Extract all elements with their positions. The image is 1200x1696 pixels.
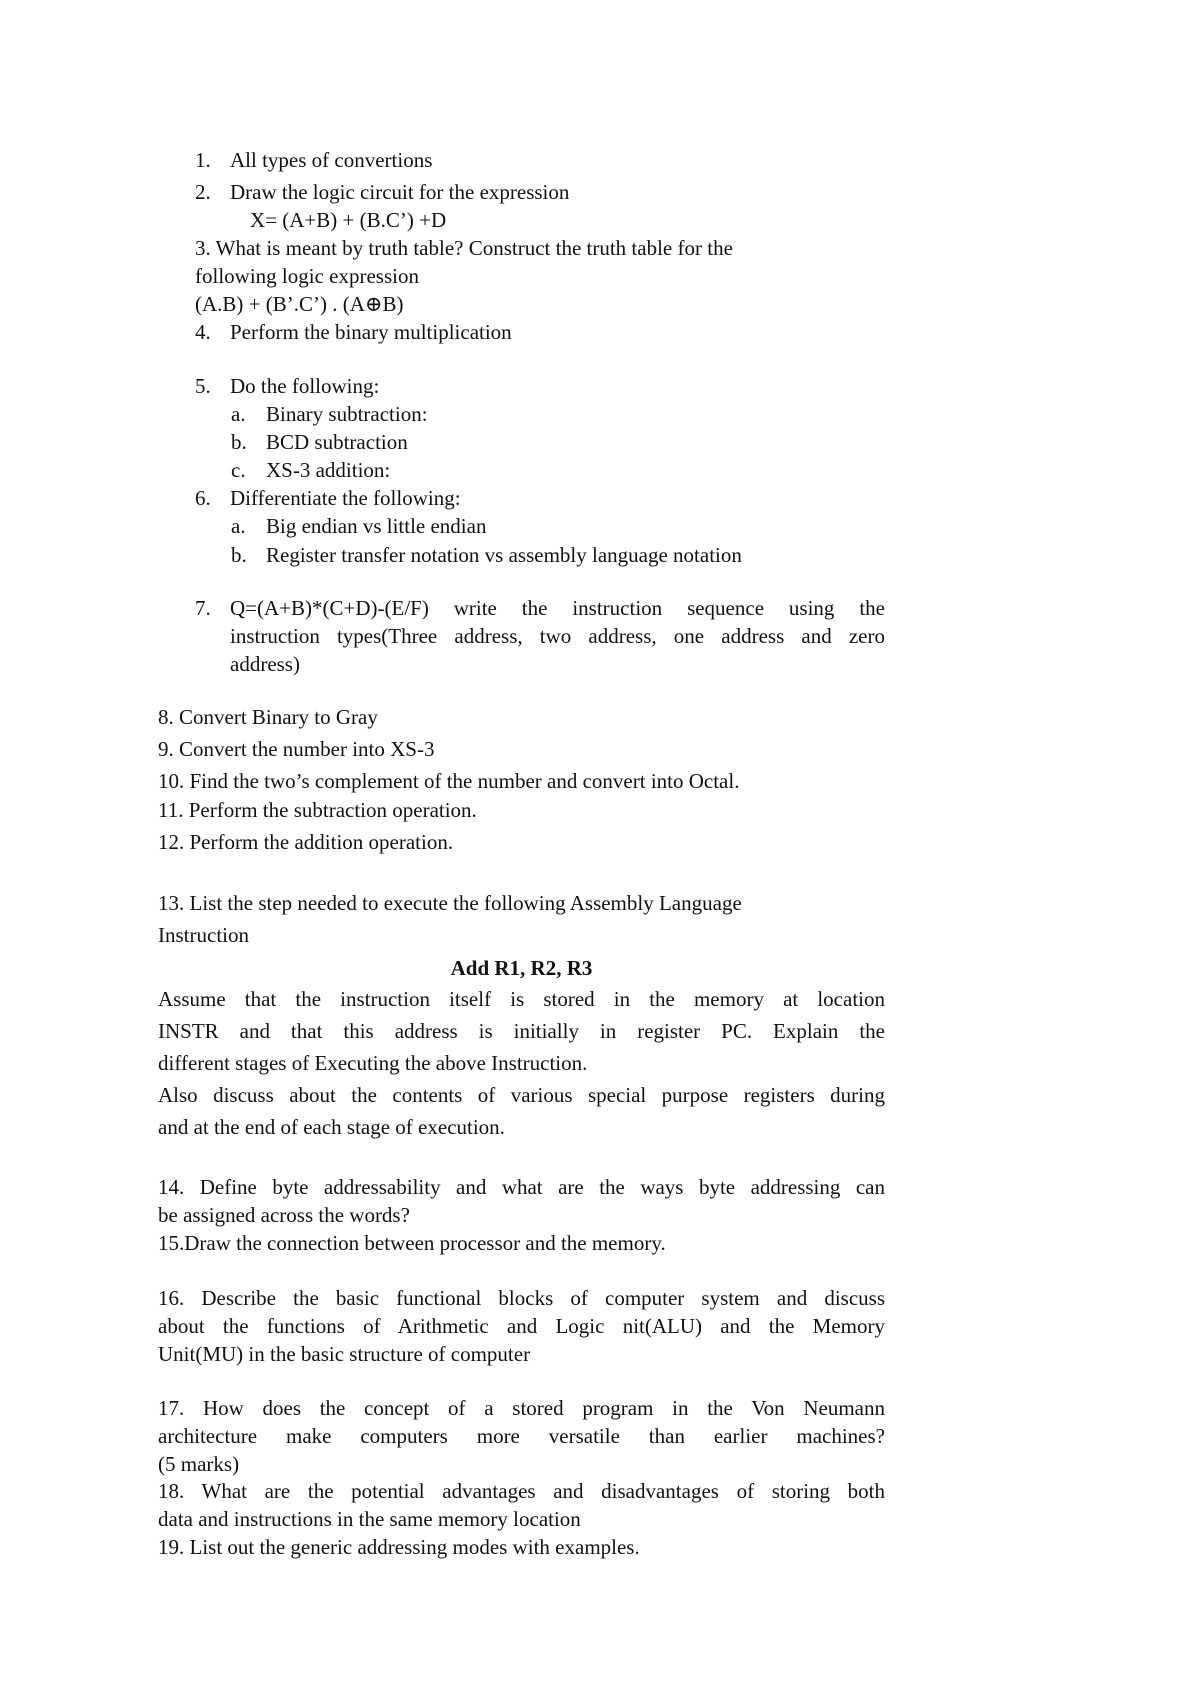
q4-number: 4.: [195, 320, 211, 344]
q15-text: 15.Draw the connection between processor and the memory.: [158, 1231, 666, 1255]
q4-text: Perform the binary multiplication: [230, 320, 512, 344]
q14-line-2: be assigned across the words?: [158, 1203, 410, 1227]
q7-line-1: Q=(A+B)*(C+D)-(E/F) write the instruction sequence using the: [230, 596, 885, 620]
q2-number: 2.: [195, 180, 211, 204]
q17-line-3: (5 marks): [158, 1452, 240, 1476]
q13-line-1: 13. List the step needed to execute the following Assembly Language: [158, 891, 742, 915]
q11-text: 11. Perform the subtraction operation.: [158, 798, 477, 822]
q9-text: 9. Convert the number into XS-3: [158, 737, 435, 761]
q2-text: Draw the logic circuit for the expression: [230, 180, 570, 204]
q16-line-3: Unit(MU) in the basic structure of computer: [158, 1342, 531, 1366]
q6-text: Differentiate the following:: [230, 486, 461, 510]
q5b-text: BCD subtraction: [266, 430, 408, 454]
q6a-letter: a.: [231, 514, 246, 538]
q3-line-1: 3. What is meant by truth table? Construct the truth table for the: [195, 236, 733, 260]
q13-para-line-2: INSTR and that this address is initially in register PC. Explain the: [158, 1019, 885, 1043]
q13-para-line-3: different stages of Executing the above Instruction.: [158, 1051, 588, 1075]
q6b-text: Register transfer notation vs assembly language notation: [266, 543, 742, 567]
q5a-letter: a.: [231, 402, 246, 426]
q1-number: 1.: [195, 148, 211, 172]
q6a-text: Big endian vs little endian: [266, 514, 487, 538]
q2-expression: X= (A+B) + (B.C’) +D: [250, 208, 447, 232]
q18-line-1: 18. What are the potential advantages and disadvantages of storing both: [158, 1479, 885, 1503]
q13-line-2: Instruction: [158, 923, 249, 947]
q8-text: 8. Convert Binary to Gray: [158, 705, 378, 729]
q3-expression: (A.B) + (B’.C’) . (A⊕B): [195, 292, 404, 316]
q19-text: 19. List out the generic addressing modes with examples.: [158, 1535, 640, 1559]
q5-text: Do the following:: [230, 374, 380, 398]
q5c-letter: c.: [231, 458, 246, 482]
q5-number: 5.: [195, 374, 211, 398]
q13-para-line-1: Assume that the instruction itself is stored in the memory at location: [158, 987, 885, 1011]
q14-line-1: 14. Define byte addressability and what are the ways byte addressing can: [158, 1175, 885, 1199]
q10-text: 10. Find the two’s complement of the number and convert into Octal.: [158, 769, 740, 793]
q7-number: 7.: [195, 596, 211, 620]
q16-line-1: 16. Describe the basic functional blocks of computer system and discuss: [158, 1286, 885, 1310]
q6-number: 6.: [195, 486, 211, 510]
q5b-letter: b.: [231, 430, 247, 454]
q5a-text: Binary subtraction:: [266, 402, 428, 426]
q16-line-2: about the functions of Arithmetic and Logic nit(ALU) and the Memory: [158, 1314, 885, 1338]
q18-line-2: data and instructions in the same memory location: [158, 1507, 581, 1531]
q17-line-1: 17. How does the concept of a stored program in the Von Neumann: [158, 1396, 885, 1420]
q1-text: All types of convertions: [230, 148, 433, 172]
q17-line-2: architecture make computers more versatile than earlier machines?: [158, 1424, 885, 1448]
q12-text: 12. Perform the addition operation.: [158, 830, 454, 854]
q7-line-3: address): [230, 652, 300, 676]
q13-para-line-4: Also discuss about the contents of various special purpose registers during: [158, 1083, 885, 1107]
q3-line-2: following logic expression: [195, 264, 419, 288]
q7-line-2: instruction types(Three address, two address, one address and zero: [230, 624, 885, 648]
q6b-letter: b.: [231, 543, 247, 567]
q13-instruction: Add R1, R2, R3: [450, 956, 593, 980]
q13-para-line-5: and at the end of each stage of execution.: [158, 1115, 505, 1139]
q5c-text: XS-3 addition:: [266, 458, 391, 482]
